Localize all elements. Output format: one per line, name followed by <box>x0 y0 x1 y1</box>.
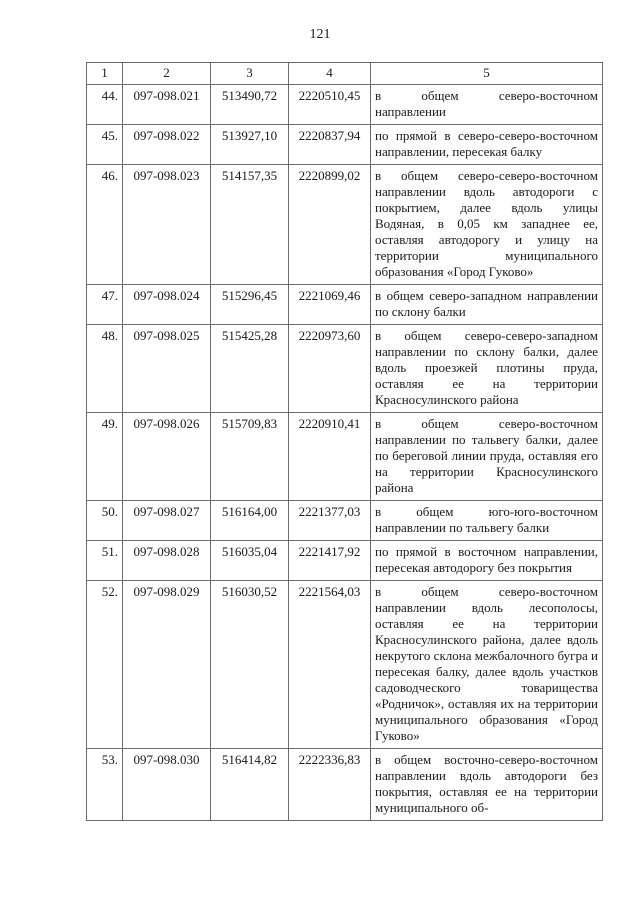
x-coordinate: 516035,04 <box>211 541 289 581</box>
x-coordinate: 516414,82 <box>211 749 289 821</box>
table-header-row <box>87 63 603 85</box>
table-row <box>87 749 603 821</box>
page-number: 121 <box>309 27 331 42</box>
column-header: 4 <box>289 63 371 85</box>
point-number: 51. <box>87 541 123 581</box>
point-code: 097-098.029 <box>123 581 211 749</box>
point-number: 53. <box>87 749 123 821</box>
point-number: 50. <box>87 501 123 541</box>
x-coordinate: 514157,35 <box>211 165 289 285</box>
point-code: 097-098.026 <box>123 413 211 501</box>
column-header: 2 <box>123 63 211 85</box>
column-header: 3 <box>211 63 289 85</box>
table-row <box>87 325 603 413</box>
point-code: 097-098.028 <box>123 541 211 581</box>
boundary-description: в общем северо-западном направлении по склону балки <box>371 285 603 325</box>
table-row <box>87 165 603 285</box>
boundary-description: в общем северо-восточном направлении вдоль лесополосы, оставляя ее на территории Красносулинского района, далее вдоль некрутого склона межбалочного бугра и пересекая балку, далее вдоль участков садоводческого товарищества «Родничок», оставляя их на территории муниципального образования «Город Гуково» <box>371 581 603 749</box>
y-coordinate: 2221377,03 <box>289 501 371 541</box>
y-coordinate: 2220837,94 <box>289 125 371 165</box>
point-number: 49. <box>87 413 123 501</box>
x-coordinate: 516164,00 <box>211 501 289 541</box>
y-coordinate: 2220510,45 <box>289 85 371 125</box>
point-code: 097-098.023 <box>123 165 211 285</box>
y-coordinate: 2221069,46 <box>289 285 371 325</box>
y-coordinate: 2220899,02 <box>289 165 371 285</box>
boundary-description: в общем северо-северо-восточном направлении вдоль автодороги с покрытием, далее вдоль улицы Водяная, в 0,05 км западнее ее, оставляя автодорогу и улицу на территории муниципального образования «Город Гуково» <box>371 165 603 285</box>
table-row <box>87 581 603 749</box>
point-code: 097-098.024 <box>123 285 211 325</box>
point-number: 47. <box>87 285 123 325</box>
y-coordinate: 2220910,41 <box>289 413 371 501</box>
boundary-description: в общем северо-северо-западном направлении по склону балки, далее вдоль проезжей плотины пруда, оставляя ее на территории Красносулинского района <box>371 325 603 413</box>
x-coordinate: 515709,83 <box>211 413 289 501</box>
table-row <box>87 125 603 165</box>
point-number: 52. <box>87 581 123 749</box>
boundary-description: в общем северо-восточном направлении по тальвегу балки, далее по береговой линии пруда, оставляя его на территории Красносулинского района <box>371 413 603 501</box>
table-row <box>87 285 603 325</box>
y-coordinate: 2221417,92 <box>289 541 371 581</box>
x-coordinate: 513927,10 <box>211 125 289 165</box>
point-code: 097-098.030 <box>123 749 211 821</box>
y-coordinate: 2220973,60 <box>289 325 371 413</box>
table-row <box>87 85 603 125</box>
boundary-description: в общем юго-юго-восточном направлении по тальвегу балки <box>371 501 603 541</box>
point-number: 46. <box>87 165 123 285</box>
y-coordinate: 2222336,83 <box>289 749 371 821</box>
column-header: 1 <box>87 63 123 85</box>
point-number: 48. <box>87 325 123 413</box>
table-row <box>87 501 603 541</box>
table-row <box>87 413 603 501</box>
table-row <box>87 541 603 581</box>
point-code: 097-098.021 <box>123 85 211 125</box>
point-number: 44. <box>87 85 123 125</box>
boundary-description: по прямой в восточном направлении, пересекая автодорогу без покрытия <box>371 541 603 581</box>
x-coordinate: 513490,72 <box>211 85 289 125</box>
x-coordinate: 515296,45 <box>211 285 289 325</box>
point-number: 45. <box>87 125 123 165</box>
boundary-description: в общем северо-восточном направлении <box>371 85 603 125</box>
y-coordinate: 2221564,03 <box>289 581 371 749</box>
x-coordinate: 515425,28 <box>211 325 289 413</box>
boundary-description: в общем восточно-северо-восточном направлении вдоль автодороги без покрытия, оставляя ее на территории муниципального об- <box>371 749 603 821</box>
x-coordinate: 516030,52 <box>211 581 289 749</box>
boundary-description: по прямой в северо-северо-восточном направлении, пересекая балку <box>371 125 603 165</box>
column-header: 5 <box>371 63 603 85</box>
point-code: 097-098.025 <box>123 325 211 413</box>
point-code: 097-098.027 <box>123 501 211 541</box>
boundary-coordinates-table <box>86 62 603 821</box>
point-code: 097-098.022 <box>123 125 211 165</box>
